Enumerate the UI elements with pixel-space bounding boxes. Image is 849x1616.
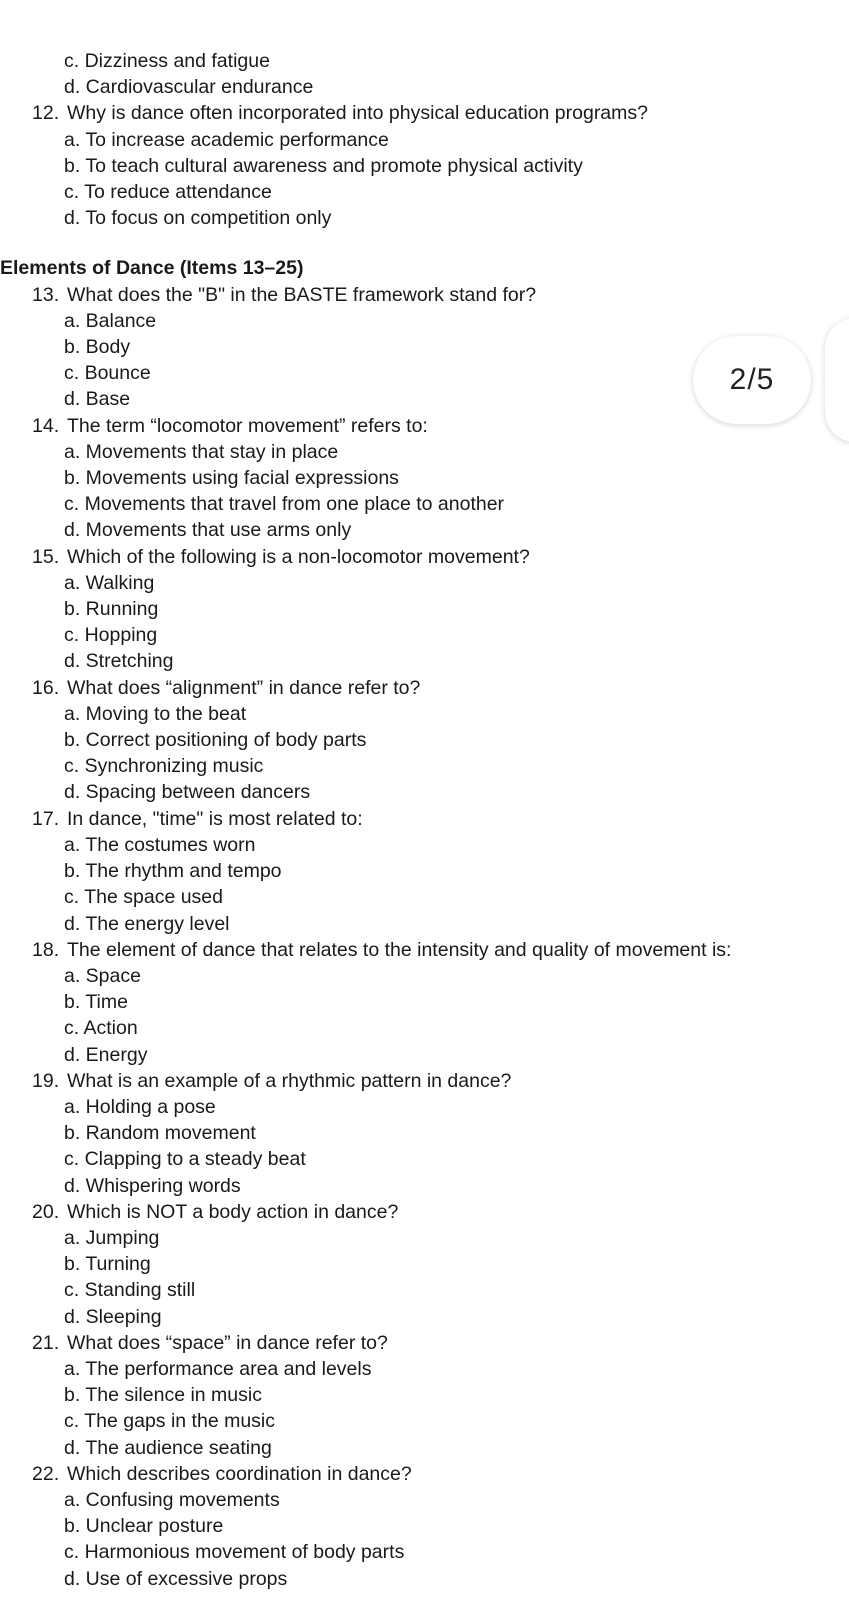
option-16b: b. Correct positioning of body parts: [64, 729, 367, 752]
option-11d: d. Cardiovascular endurance: [64, 76, 314, 99]
question-number: 22.: [32, 1462, 60, 1485]
option-17c: c. The space used: [64, 886, 223, 909]
question-text: What does the "B" in the BASTE framework stand for?: [67, 283, 537, 306]
option-15d: d. Stretching: [64, 650, 174, 673]
question-text: Which describes coordination in dance?: [67, 1462, 412, 1485]
question-text: The element of dance that relates to the intensity and quality of movement is:: [67, 938, 732, 961]
option-20d: d. Sleeping: [64, 1305, 162, 1328]
question-text: In dance, "time" is most related to:: [67, 807, 363, 830]
question-text: Which is NOT a body action in dance?: [67, 1200, 399, 1223]
question-text: Which of the following is a non-locomotor movement?: [67, 545, 530, 568]
section-title: Elements of Dance (Items 13–25): [0, 257, 304, 280]
option-21d: d. The audience seating: [64, 1436, 272, 1459]
question-number: 21.: [32, 1331, 60, 1354]
question-15: [0, 544, 849, 570]
option-15a: a. Walking: [64, 571, 155, 594]
option-13c: c. Bounce: [64, 362, 151, 385]
option-17b: b. The rhythm and tempo: [64, 860, 282, 883]
question-text: What does “alignment” in dance refer to?: [67, 676, 421, 699]
question-number: 13.: [32, 283, 60, 306]
option-14d: d. Movements that use arms only: [64, 519, 352, 542]
option-14b: b. Movements using facial expressions: [64, 467, 399, 490]
question-number: 20.: [32, 1200, 60, 1223]
option-17d: d. The energy level: [64, 912, 230, 935]
question-16: [0, 675, 849, 701]
question-text: The term “locomotor movement” refers to:: [67, 414, 428, 437]
question-20: [0, 1199, 849, 1225]
option-16d: d. Spacing between dancers: [64, 781, 311, 804]
question-text: What is an example of a rhythmic pattern in dance?: [67, 1069, 512, 1092]
question-number: 19.: [32, 1069, 60, 1092]
option-11c: c. Dizziness and fatigue: [64, 50, 270, 72]
option-20b: b. Turning: [64, 1253, 151, 1276]
question-number: 18.: [32, 938, 60, 961]
question-number: 16.: [32, 676, 60, 699]
option-21c: c. The gaps in the music: [64, 1410, 275, 1433]
question-12: [0, 100, 849, 126]
question-number: 17.: [32, 807, 60, 830]
option-18b: b. Time: [64, 991, 128, 1014]
question-19: [0, 1068, 849, 1094]
question-17: [0, 806, 849, 832]
option-19b: b. Random movement: [64, 1122, 256, 1145]
option-12a: a. To increase academic performance: [64, 128, 389, 151]
option-20c: c. Standing still: [64, 1279, 196, 1302]
option-16a: a. Moving to the beat: [64, 702, 247, 725]
question-text: Why is dance often incorporated into physical education programs?: [67, 102, 648, 125]
option-20a: a. Jumping: [64, 1226, 160, 1249]
option-15b: b. Running: [64, 598, 159, 621]
question-number: 12.: [32, 102, 60, 125]
page-indicator[interactable]: 2/5: [693, 336, 811, 424]
option-19c: c. Clapping to a steady beat: [64, 1148, 306, 1171]
question-number: 15.: [32, 545, 60, 568]
question-13: [0, 282, 849, 308]
question-text: What does “space” in dance refer to?: [67, 1331, 388, 1354]
option-22a: a. Confusing movements: [64, 1488, 280, 1511]
option-14a: a. Movements that stay in place: [64, 440, 339, 463]
question-22: [0, 1461, 849, 1487]
option-15c: c. Hopping: [64, 624, 158, 647]
option-18c: c. Action: [64, 1017, 138, 1040]
question-number: 14.: [32, 414, 60, 437]
option-19a: a. Holding a pose: [64, 1095, 216, 1118]
document-content: [0, 48, 849, 1592]
option-21b: b. The silence in music: [64, 1384, 262, 1407]
option-18a: a. Space: [64, 964, 141, 987]
option-22d: d. Use of excessive props: [64, 1567, 288, 1590]
option-12b: b. To teach cultural awareness and promote physical activity: [64, 154, 583, 177]
question-21: [0, 1330, 849, 1356]
option-12d: d. To focus on competition only: [64, 207, 332, 230]
option-22c: c. Harmonious movement of body parts: [64, 1541, 405, 1564]
option-13a: a. Balance: [64, 309, 157, 332]
question-18: [0, 937, 849, 963]
option-13d: d. Base: [64, 388, 131, 411]
option-17a: a. The costumes worn: [64, 833, 256, 856]
option-19d: d. Whispering words: [64, 1174, 241, 1197]
option-21a: a. The performance area and levels: [64, 1357, 372, 1380]
option-12c: c. To reduce attendance: [64, 181, 272, 204]
option-16c: c. Synchronizing music: [64, 755, 264, 778]
side-scroll-button[interactable]: [825, 318, 849, 442]
option-13b: b. Body: [64, 336, 131, 359]
option-22b: b. Unclear posture: [64, 1515, 224, 1538]
option-18d: d. Energy: [64, 1043, 148, 1066]
question-list: [0, 282, 849, 1592]
option-14c: c. Movements that travel from one place to another: [64, 493, 505, 516]
